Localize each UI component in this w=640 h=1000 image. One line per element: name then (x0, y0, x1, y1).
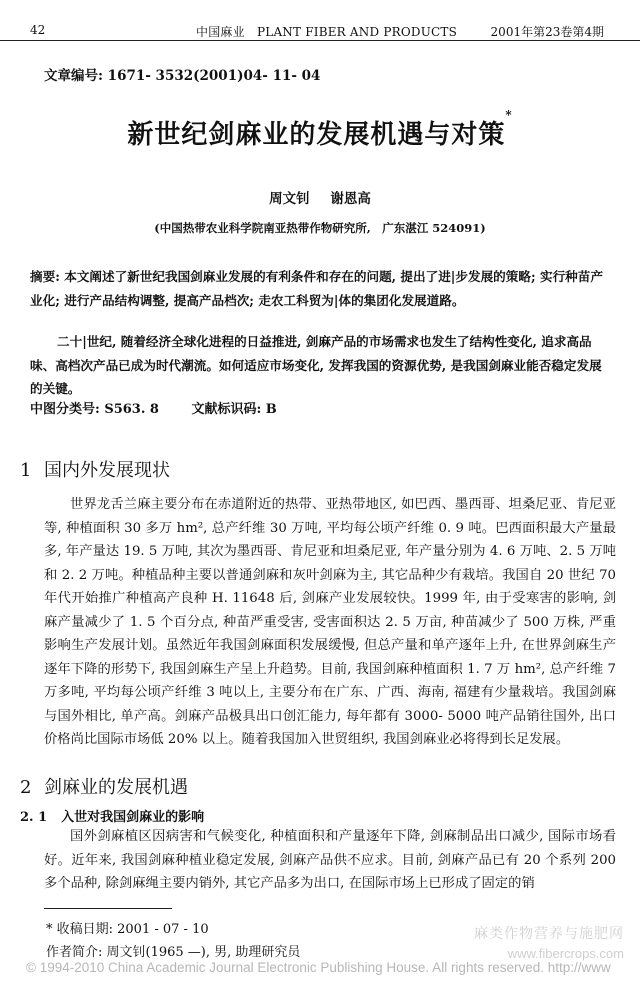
page-number: 42 (30, 23, 46, 37)
author-name: 周文钊 (269, 191, 310, 207)
affiliation: (中国热带农业科学院南亚热带作物研究所, 广东湛江 524091) (154, 221, 486, 235)
journal-name: 中国麻业 PLANT FIBER AND PRODUCTS (196, 25, 458, 39)
watermark-url: www.fibercrops.com (507, 946, 624, 961)
section-heading (20, 456, 170, 482)
article-number: 文章编号: 1671- 3532(2001)04- 11- 04 (44, 68, 321, 84)
article-title (0, 108, 640, 151)
watermark-text: 麻类作物营养与施肥网 (474, 926, 624, 942)
section-number: 2 (20, 777, 32, 798)
subsection-heading (20, 806, 204, 825)
author-list (0, 187, 640, 207)
footnote-received-date: * 收稿日期: 2001 - 07 - 10 (46, 922, 209, 937)
abstract-paragraph: 二十|世纪, 随着经济全球化进程的日益推进, 剑麻产品的市场需求也发生了结构性变化, 追求高品味、高档次产品已成为时代潮流。如何适应市场变化, 发挥我国的资源优势, 是我国剑麻业能否稳定发展的关键。 (30, 334, 602, 396)
section-number: 1 (20, 460, 32, 481)
section-title: 国内外发展现状 (44, 460, 170, 481)
classification-number: 中图分类号: S563. 8 (30, 402, 159, 417)
body-paragraph: 国外剑麻植区因病害和气候变化, 种植面积和产量逐年下降, 剑麻制品出口减少, 国际市场看好。近年来, 我国剑麻种植业稳定发展, 剑麻产品供不应求。目前, 剑麻产品已有 20 个系列 200 多个品种, 除剑麻绳主要内销外, 其它产品多为出口, 在国际市场上已形成了固定的销 (44, 829, 616, 891)
body-paragraph: 世界龙舌兰麻主要分布在赤道附近的热带、亚热带地区, 如巴西、墨西哥、坦桑尼亚、肯尼亚等, 种植面积 30 多万 hm², 总产纤维 30 万吨, 平均每公顷产纤维 0. 9 吨。巴西面积最大产量最多, 年产量达 19. 5 万吨, 其次为墨西哥、肯尼亚和坦桑尼亚, 年产量分别为 4. 6 万吨、2. 5 万吨和 2. 2 万吨。种植品种主要以普通剑麻和灰叶剑麻为主, 其它品种少有栽培。我国自 20 世纪 70 年代开始推广种植高产良种 H. 11648 后, 剑麻产业发展较快。1999 年, 由于受寒害的影响, 剑麻产量减少了 1. 5 个百分点, 种苗严重受害, 受害面积达 2. 5 万亩, 种苗减少了 500 万株, 严重影响生产发展计划。虽然近年我国剑麻面积发展缓慢, 但总产量和单产逐年上升, 在世界剑麻生产逐年下降的形势下, 我国剑麻生产呈上升趋势。目前, 我国剑麻种植面积 1. 7 万 hm², 总产纤维 7 万多吨, 平均每公顷产纤维 3 吨以上, 主要分布在广东、广西、海南, 福建有少量栽培。我国剑麻与国外相比, 单产高。剑麻产品极具出口创汇能力, 每年都有 3000- 5000 吨产品销往国外, 出口价格尚比国际市场低 20% 以上。随着我国加入世贸组织, 我国剑麻业必将得到长足发展。 (44, 497, 616, 747)
document-code: 文献标识码: B (191, 402, 277, 417)
subsection-title: 入世对我国剑麻业的影响 (61, 810, 205, 825)
abstract-paragraph: 摘要: 本文阐述了新世纪我国剑麻业发展的有利条件和存在的问题, 提出了进|步发展的策略; 实行种苗产业化; 进行产品结构调整, 提高产品档次; 走农工科贸为|体的集团化发展道路。 (30, 269, 603, 308)
copyright-notice: © 1994-2010 China Academic Journal Electronic Publishing House. All rights reserved. http://www (26, 960, 611, 975)
footnote-author-bio: 作者简介: 周文钊(1965 —), 男, 助理研究员 (46, 945, 301, 960)
title-text: 新世纪剑麻业的发展机遇与对策 (127, 120, 506, 150)
section-title: 剑麻业的发展机遇 (44, 777, 188, 798)
footnote-divider (44, 908, 172, 909)
issue-info: 2001年第23卷第4期 (490, 25, 604, 39)
subsection-number: 2. 1 (20, 810, 48, 825)
running-header (0, 0, 640, 41)
title-footnote-mark: * (505, 108, 513, 122)
author-name: 谢恩高 (330, 191, 371, 207)
section-heading (20, 773, 188, 799)
classification-line (30, 398, 277, 417)
